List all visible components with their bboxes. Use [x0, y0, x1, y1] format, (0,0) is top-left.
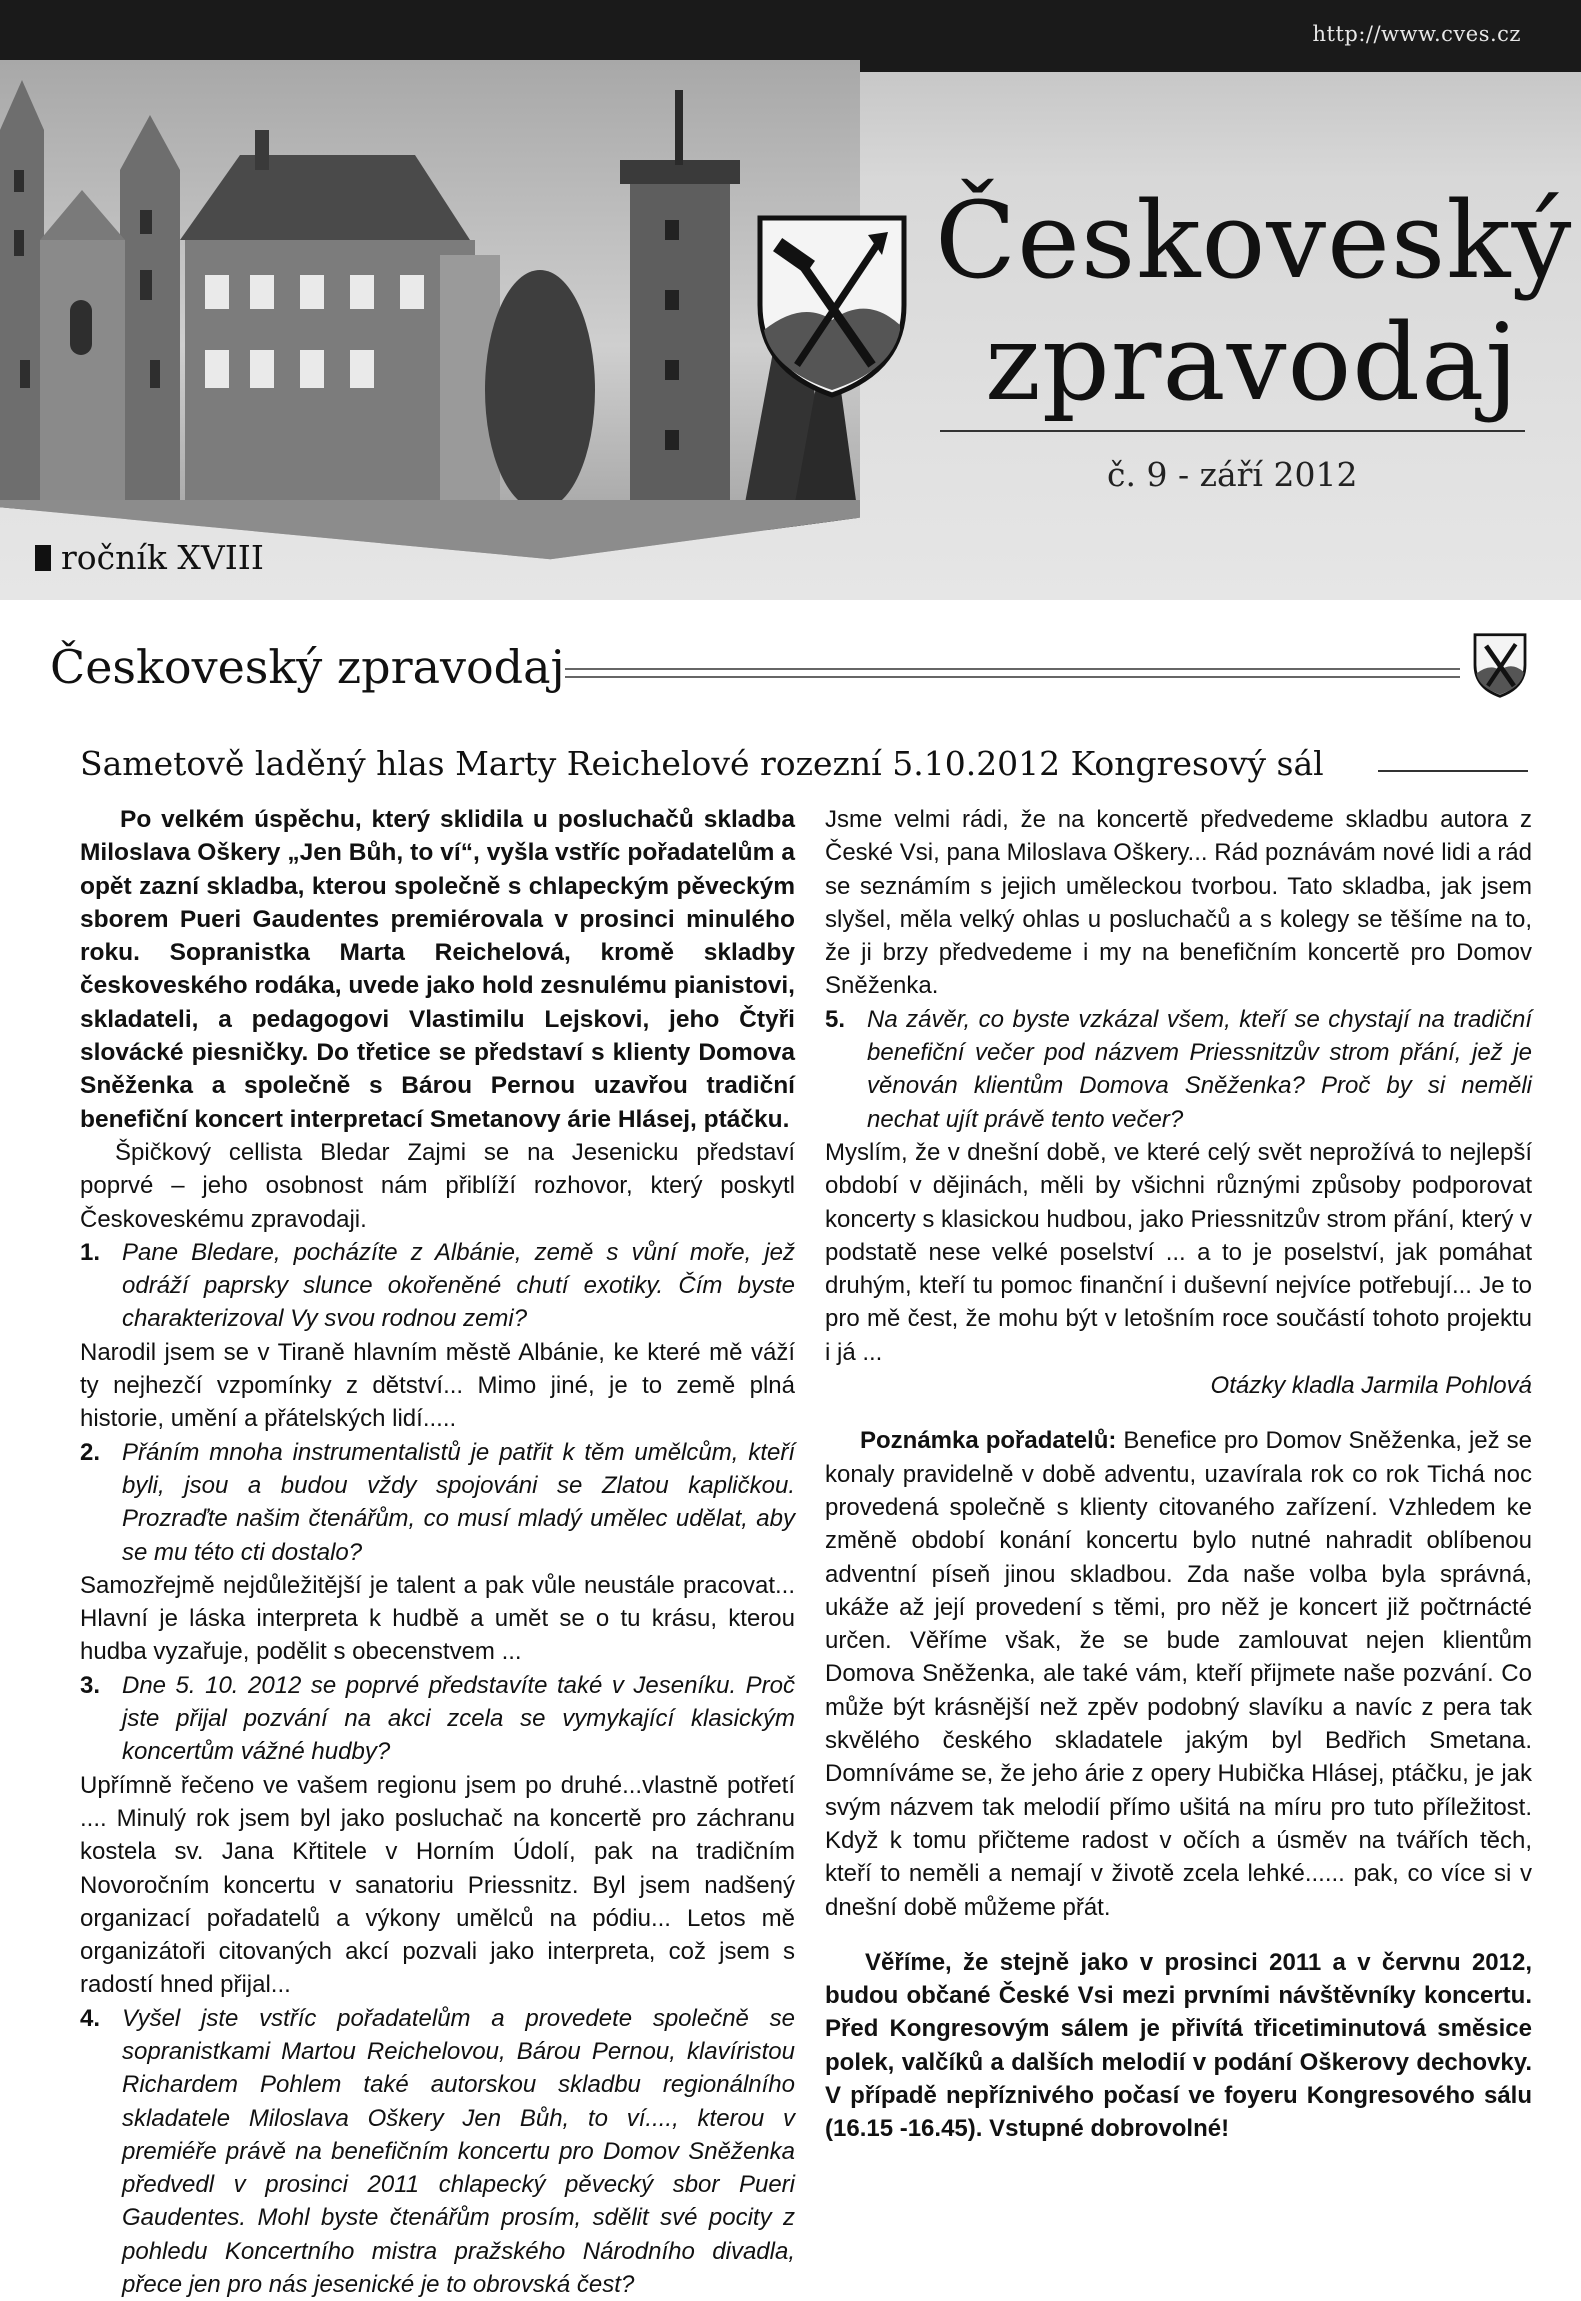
website-url[interactable]: http://www.cves.cz: [1312, 22, 1521, 46]
question-number: 5.: [825, 1005, 846, 1033]
collage-illustration: [0, 60, 860, 580]
masthead-rule: [940, 430, 1525, 432]
closing-announcement: Věříme, že stejně jako v prosinci 2011 a v červnu 2012, budou občané České Vsi mezi prvními návštěvníky koncertu. Před Kongresovým sálem je přivítá třicetiminutová směsice polek, valčíků a dalších melodií v podání Oškerovy dechovky. V případě nepříznivého počasí ve foyeru Kongresového sálu (16.15 -16.45). Vstupné dobrovolné!: [825, 1948, 1532, 2143]
answer-4: Jsme velmi rádi, že na koncertě předvedeme skladbu autora z České Vsi, pana Miloslava Oškery... Rád poznávám nové lidi a rád se seznámím s jejich uměleckou tvorbou. Tato skladba, jak jsem slyšel, měla velký ohlas u posluchačů a s kolegy se těšíme na to, že ji brzy předvedeme i my na benefičním koncertě pro Domov Sněženka.: [825, 806, 1532, 1000]
answer-5: Myslím, že v dnešní době, ve které celý svět neprožívá to nejlepší období v dějinách, měli by všichni různými způsoby podporovat koncerty s klasickou hudbou, jako Priessnitzův strom přání, který v podstatě nese velké poselství ... a to je poselství, jak pomáhat druhým, kteří tu pomoc finanční i duševní nejvíce potřebují... Je to pro mě čest, že mohu být v letošním roce součástí tohoto projektu i já ...: [825, 1138, 1532, 1366]
question-3: [80, 1669, 795, 1769]
article-intro: Špičkový cellista Bledar Zajmi se na Jesenicku představí poprvé – jeho osobnost nám přiblíží rozhovor, který poskytl Českoveskému zpravodaji.: [80, 1138, 795, 1233]
question-number: 1.: [80, 1238, 101, 1266]
square-bullet-icon: [35, 545, 51, 571]
question-number: 2.: [80, 1438, 101, 1466]
question-text: Přáním mnoha instrumentalistů je patřit k těm umělcům, kteří byli, jsou a budou vždy spojováni se Zlatou kapličkou. Prozraďte našim čtenářům, co musí mladý umělec udělat, aby se mu této cti dostalo?: [122, 1438, 795, 1566]
article-column-left: [80, 803, 795, 2301]
headline-rule: [1378, 770, 1528, 772]
answer-2: Samozřejmě nejdůležitější je talent a pak vůle neustále pracovat... Hlavní je láska interpreta k hudbě a umět se o tu krásu, kterou hudba vyzařuje, podělit s obecenstvem ...: [80, 1571, 795, 1666]
spacer: [825, 1402, 1532, 1424]
masthead-title-line2: zpravodaj: [985, 301, 1520, 424]
question-text: Dne 5. 10. 2012 se poprvé představíte také v Jeseníku. Proč jste přijal pozvání na akci zcela se vymykající klasickým koncertům vážné hudby?: [122, 1671, 795, 1766]
question-text: Vyšel jste vstříc pořadatelům a provedete společně se sopranistkami Martou Reichelovou, Bárou Pernou, klavíristou Richardem Pohlem také autorskou skladbu regionálního skladatele Miloslava Oškery Jen Bůh, to ví...., kterou v premiéře právě na benefičním koncertu pro Domov Sněženka předvedl v prosinci 2011 chlapecký pěvecký sbor Pueri Gaudentes. Mohl byste čtenářům prosím, sdělit své pocity z pohledu Koncertního mistra pražského Národního divadla, přece jen pro nás jesenické je to obrovská čest?: [122, 2004, 795, 2299]
article-lead: Po velkém úspěchu, který sklidila u posluchačů skladba Miloslava Oškery „Jen Bůh, to ví“, vyšla vstříc pořadatelům a opět zazní skladba, kterou společně s chlapeckým pěveckým sborem Pueri Gaudentes premiérovala v prosinci minulého roku. Sopranistka Marta Reichelová, kromě skladby českoveského rodáka, uvede jako hold zesnulému pianistovi, skladateli, a pedagogovi Vlastimilu Lejskovi, jeho Čtyři slovácké piesničky. Do třetice se představí s klienty Domova Sněženka a společně s Bárou Pernou uzavřou tradiční benefiční koncert interpretací Smetanovy árie Hlásej, ptáčku.: [80, 806, 795, 1133]
spacer: [825, 1924, 1532, 1946]
masthead-title-line1: Českoveský: [935, 179, 1573, 302]
mini-coat-of-arms-icon: [1472, 632, 1528, 698]
question-text: Pane Bledare, pocházíte z Albánie, země s vůní moře, jež odráží paprsky slunce okořeněné chutí exotiky. Čím byste charakterizoval Vy svou rodnou zemi?: [122, 1238, 795, 1333]
question-5: [825, 1003, 1532, 1136]
interview-signature: Otázky kladla Jarmila Pohlová: [1210, 1372, 1532, 1400]
question-4: [80, 2002, 795, 2301]
section-rule: [565, 668, 1460, 678]
organizers-note-label: Poznámka pořadatelů:: [860, 1427, 1117, 1455]
organizers-note: [825, 1424, 1532, 1923]
answer-1: Narodil jsem se v Tiraně hlavním městě Albánie, ke které mě váží ty nejhezčí vzpomínky z dětství... Mimo jiné, je to země plná historie, umění a přátelských lidí.....: [80, 1338, 795, 1433]
masthead-title: [935, 180, 1572, 424]
article-column-right: [825, 803, 1532, 2146]
question-1: [80, 1236, 795, 1336]
organizers-note-text: Benefice pro Domov Sněženka, jež se konaly pravidelně v době adventu, uzavírala rok co rok Tichá noc provedená společně s klienty citovaného zařízení. Vzhledem ke změně období konání koncertu bylo nutné nahradit oblíbenou adventní píseň jinou skladbou. Zda naše volba byla správná, ukáže až její provedení s těmi, pro něž je koncert již počtrnácté určen. Věříme však, že se bude zamlouvat nejen klientům Domova Sněženka, ale také vám, kteří přijmete naše pozvání. Co může být krásnější než zpěv podobný slavíku a navíc z pera tak skvělého českého skladatele jakým byl Bedřich Smetana. Domníváme se, že jeho árie z opery Hubička Hlásej, ptáčku, je jak svým názvem tak melodií přímo ušitá na míru pro tuto příležitost. Když k tomu přičteme radost v očích a úsměv na tvářích těch, kteří to neměli a nemají v životě zcela lehké...... pak, co více si v dnešní době můžeme přát.: [825, 1427, 1533, 1921]
question-number: 3.: [80, 1671, 101, 1699]
masthead-photo-collage: [0, 60, 860, 580]
answer-3: Upřímně řečeno ve vašem regionu jsem po druhé...vlastně potřetí .... Minulý rok jsem byl jako posluchač na koncertě pro záchranu kostela sv. Jana Křtitele v Horním Údolí, pak na tradičním Novoročním koncertu v sanatoriu Priessnitz. Byl jsem nadšený organizací pořadatelů a výkony umělců na pódiu... Letos mě organizátoři citovaných akcí pozvali jako interpreta, což jsem s radostí hned přijal...: [80, 1771, 795, 1999]
article-headline: Sametově laděný hlas Marty Reichelové rozezní 5.10.2012 Kongresový sál: [80, 744, 1324, 783]
volume-text: ročník XVIII: [61, 538, 264, 577]
volume-label: [35, 538, 264, 577]
question-number: 4.: [80, 2004, 101, 2032]
issue-number: č. 9 - září 2012: [1107, 455, 1358, 494]
masthead: [0, 0, 1581, 600]
question-2: [80, 1436, 795, 1569]
section-title: Českoveský zpravodaj: [50, 640, 565, 694]
coat-of-arms-icon: [752, 210, 912, 400]
question-text: Na závěr, co byste vzkázal všem, kteří se chystají na tradiční benefiční večer pod názvem Priessnitzův strom přání, jež je věnován klientům Domova Sněženka? Proč by si neměli nechat ujít právě tento večer?: [867, 1005, 1532, 1133]
